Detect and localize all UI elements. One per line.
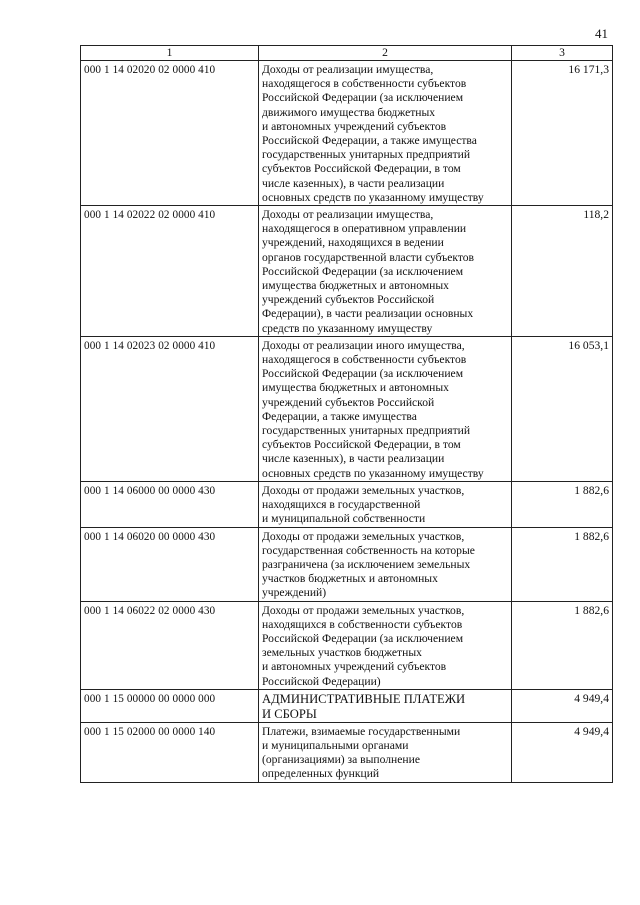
description-line: находящегося в собственности субъектов (262, 77, 467, 91)
description-line: государственная собственность на которые (262, 543, 475, 557)
classification-code: 000 1 15 02000 00 0000 140 (81, 722, 259, 782)
classification-code: 000 1 14 02023 02 0000 410 (81, 336, 259, 481)
description-line: определенных функций (262, 767, 380, 781)
amount-value: 1 882,6 (512, 527, 613, 601)
amount-value: 1 882,6 (512, 601, 613, 689)
revenue-description (259, 61, 512, 206)
table-row (81, 722, 613, 782)
description-line: Российской Федерации) (262, 674, 381, 688)
description-line: находящихся в государственной (262, 498, 421, 512)
revenue-description (259, 527, 512, 601)
amount-value: 16 053,1 (512, 336, 613, 481)
column-header-code: 1 (81, 46, 259, 61)
description-line: Российской Федерации, а также имущества (262, 134, 477, 148)
description-line: Доходы от продажи земельных участков, (262, 603, 465, 617)
description-line: учреждений, находящихся в ведении (262, 236, 444, 250)
table-row (81, 206, 613, 337)
description-line: Российской Федерации (за исключением (262, 91, 464, 105)
amount-value: 118,2 (512, 206, 613, 337)
amount-value: 16 171,3 (512, 61, 613, 206)
table-row (81, 481, 613, 527)
table-row (81, 689, 613, 722)
description-line: находящегося в оперативном управлении (262, 222, 467, 236)
description-line: находящихся в собственности субъектов (262, 617, 463, 631)
description-line: Российской Федерации (за исключением (262, 367, 464, 381)
budget-revenue-table (80, 45, 613, 783)
description-line: Российской Федерации (за исключением (262, 631, 464, 645)
description-line: средств по указанному имуществу (262, 321, 433, 335)
description-line: Платежи, взимаемые государственными (262, 724, 461, 738)
revenue-description (259, 206, 512, 337)
description-line: Доходы от реализации имущества, (262, 63, 434, 76)
revenue-description (259, 336, 512, 481)
classification-code: 000 1 14 02020 02 0000 410 (81, 61, 259, 206)
classification-code: 000 1 14 02022 02 0000 410 (81, 206, 259, 337)
description-line: и автономных учреждений субъектов (262, 119, 447, 133)
description-line: государственных унитарных предприятий (262, 148, 471, 162)
description-line: государственных унитарных предприятий (262, 424, 471, 438)
description-line: Российской Федерации (за исключением (262, 264, 464, 278)
table-row (81, 336, 613, 481)
description-line: учреждений субъектов Российской (262, 293, 435, 307)
description-line: движимого имущества бюджетных (262, 105, 436, 119)
description-line: Федерации, а также имущества (262, 409, 417, 423)
revenue-description (259, 722, 512, 782)
description-line: и автономных учреждений субъектов (262, 660, 447, 674)
page-number: 41 (595, 26, 608, 41)
description-line: основных средств по указанному имуществу (262, 190, 484, 204)
description-line: (организациями) за выполнение (262, 753, 420, 767)
classification-code: 000 1 14 06000 00 0000 430 (81, 481, 259, 527)
description-line: учреждений) (262, 586, 327, 600)
amount-value: 1 882,6 (512, 481, 613, 527)
description-line: имущества бюджетных и автономных (262, 279, 449, 293)
description-line: числе казенных), в части реализации (262, 176, 445, 190)
column-header-name: 2 (259, 46, 512, 61)
classification-code: 000 1 14 06022 02 0000 430 (81, 601, 259, 689)
description-line: субъектов Российской Федерации, в том (262, 162, 461, 176)
revenue-description (259, 689, 512, 722)
description-line: субъектов Российской Федерации, в том (262, 438, 461, 452)
description-line: Доходы от продажи земельных участков, (262, 483, 465, 497)
table-header-row (81, 46, 613, 61)
table-body (81, 61, 613, 783)
description-line: Доходы от продажи земельных участков, (262, 529, 465, 543)
revenue-description (259, 481, 512, 527)
description-line: основных средств по указанному имуществу (262, 466, 484, 480)
description-line: учреждений субъектов Российской (262, 395, 435, 409)
description-line: имущества бюджетных и автономных (262, 381, 449, 395)
description-line: Доходы от реализации имущества, (262, 208, 434, 222)
description-line: земельных участков бюджетных (262, 646, 422, 660)
description-line: разграничена (за исключением земельных (262, 557, 471, 571)
description-line: органов государственной власти субъектов (262, 250, 475, 264)
description-line: числе казенных), в части реализации (262, 452, 445, 466)
description-line: И СБОРЫ (262, 706, 317, 721)
table-row (81, 601, 613, 689)
classification-code: 000 1 14 06020 00 0000 430 (81, 527, 259, 601)
description-line: Доходы от реализации иного имущества, (262, 338, 465, 352)
description-line: находящегося в собственности субъектов (262, 353, 467, 367)
table-row (81, 527, 613, 601)
revenue-description (259, 601, 512, 689)
description-line: и муниципальными органами (262, 738, 409, 752)
table-row (81, 61, 613, 206)
description-line: АДМИНИСТРАТИВНЫЕ ПЛАТЕЖИ (262, 691, 466, 706)
amount-value: 4 949,4 (512, 689, 613, 722)
classification-code: 000 1 15 00000 00 0000 000 (81, 689, 259, 722)
column-header-amount: 3 (512, 46, 613, 61)
amount-value: 4 949,4 (512, 722, 613, 782)
description-line: Федерации), в части реализации основных (262, 307, 474, 321)
description-line: и муниципальной собственности (262, 512, 426, 526)
description-line: участков бюджетных и автономных (262, 572, 438, 586)
